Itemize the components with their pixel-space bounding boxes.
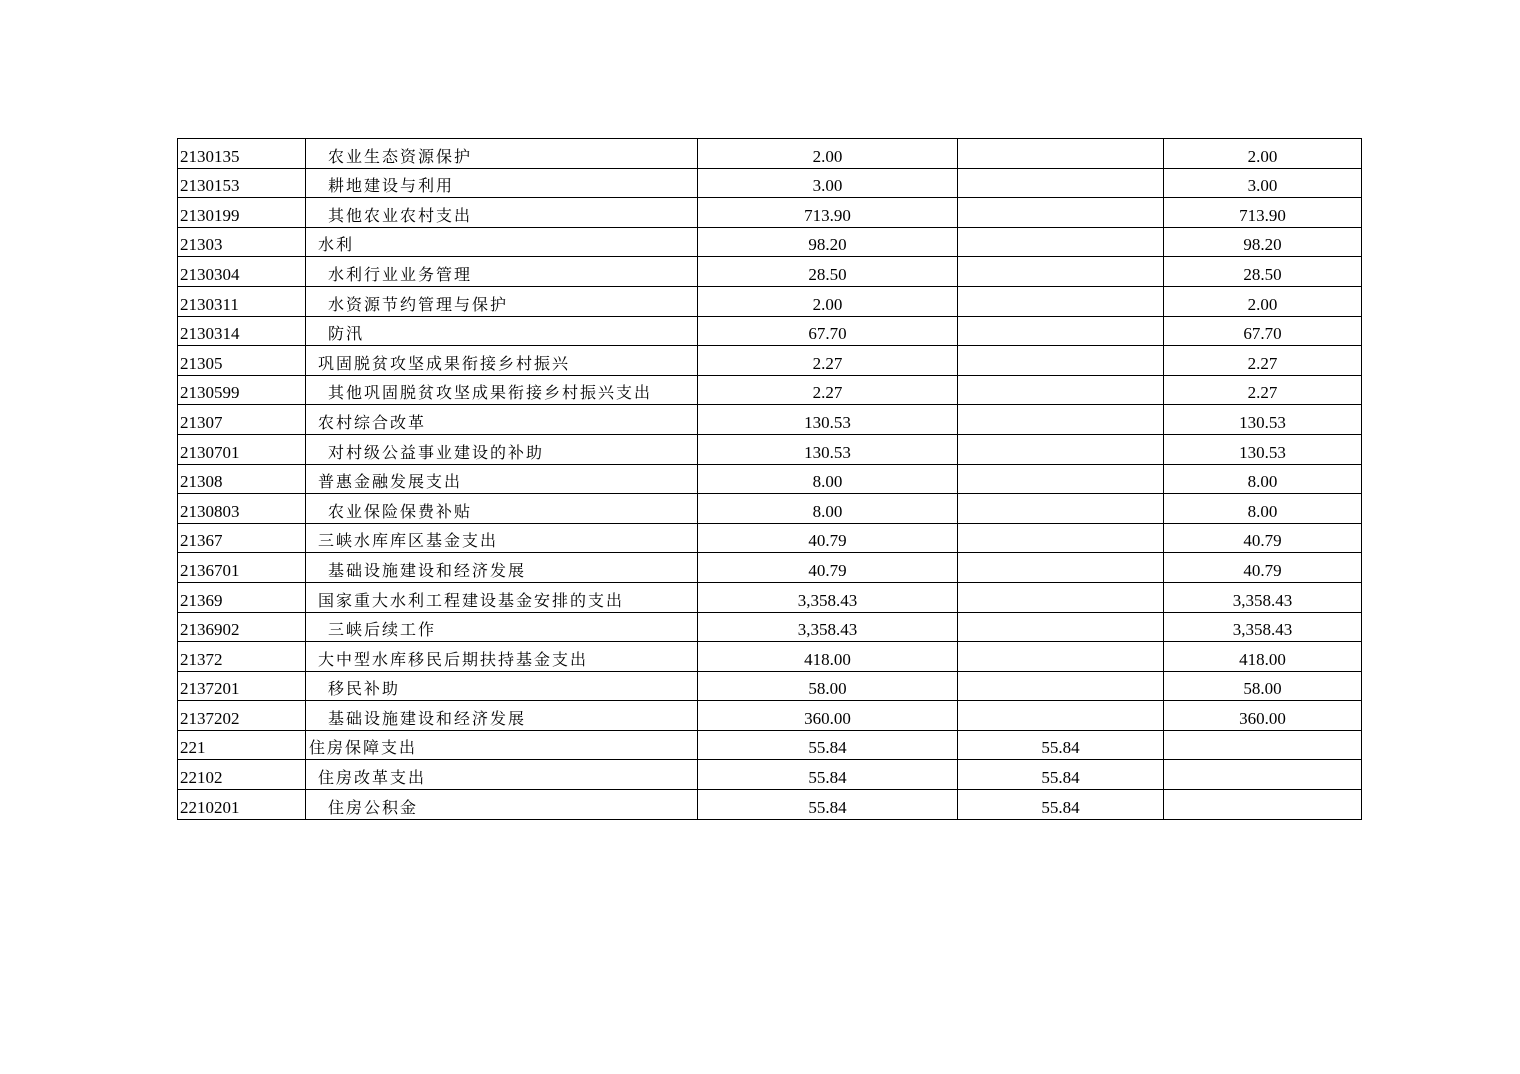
project-expenditure-cell-text: 418.00 (1239, 649, 1286, 669)
account-code-cell-text: 2130803 (180, 501, 240, 521)
account-name-cell-text: 农村综合改革 (318, 412, 427, 432)
account-code-cell (178, 671, 306, 701)
account-code-cell-text: 2130304 (180, 264, 240, 284)
account-name-cell (306, 494, 698, 524)
project-expenditure-cell (1164, 553, 1362, 583)
project-expenditure-cell (1164, 139, 1362, 169)
basic-expenditure-cell (958, 612, 1164, 642)
project-expenditure-cell-text: 98.20 (1243, 235, 1282, 255)
project-expenditure-cell-text: 2.00 (1247, 146, 1278, 166)
table-row (178, 405, 1362, 435)
total-amount-cell (698, 198, 958, 228)
table-row (178, 139, 1362, 169)
account-name-cell-text: 巩固脱贫攻坚成果衔接乡村振兴 (318, 353, 571, 373)
account-name-cell (306, 730, 698, 760)
basic-expenditure-cell (958, 701, 1164, 731)
account-name-cell-text: 大中型水库移民后期扶持基金支出 (318, 649, 589, 669)
account-code-cell-text: 21305 (180, 353, 223, 373)
total-amount-cell-text: 418.00 (804, 649, 851, 669)
project-expenditure-cell-text: 8.00 (1247, 501, 1278, 521)
project-expenditure-cell-text: 28.50 (1243, 264, 1282, 284)
total-amount-cell (698, 553, 958, 583)
account-code-cell (178, 286, 306, 316)
total-amount-cell (698, 139, 958, 169)
account-code-cell-text: 2130314 (180, 324, 240, 344)
total-amount-cell-text: 3,358.43 (797, 590, 858, 610)
account-code-cell (178, 760, 306, 790)
account-code-cell-text: 2136902 (180, 620, 240, 640)
account-code-cell-text: 221 (180, 738, 206, 758)
account-name-cell (306, 139, 698, 169)
project-expenditure-cell-text: 2.27 (1247, 383, 1278, 403)
account-name-cell-text: 农业生态资源保护 (328, 146, 473, 166)
basic-expenditure-cell (958, 730, 1164, 760)
total-amount-cell (698, 582, 958, 612)
total-amount-cell-text: 40.79 (808, 531, 847, 551)
account-code-cell (178, 612, 306, 642)
account-name-cell (306, 523, 698, 553)
project-expenditure-cell-text: 130.53 (1239, 442, 1286, 462)
total-amount-cell-text: 67.70 (808, 324, 847, 344)
project-expenditure-cell-text: 2.27 (1247, 353, 1278, 373)
total-amount-cell-text: 28.50 (808, 264, 847, 284)
total-amount-cell (698, 168, 958, 198)
basic-expenditure-cell-text: 55.84 (1041, 738, 1080, 758)
project-expenditure-cell (1164, 434, 1362, 464)
account-code-cell (178, 346, 306, 376)
total-amount-cell-text: 130.53 (804, 412, 851, 432)
basic-expenditure-cell (958, 523, 1164, 553)
project-expenditure-cell (1164, 346, 1362, 376)
total-amount-cell-text: 360.00 (804, 708, 851, 728)
project-expenditure-cell (1164, 168, 1362, 198)
account-name-cell (306, 642, 698, 672)
project-expenditure-cell (1164, 790, 1362, 820)
account-name-cell-text: 对村级公益事业建设的补助 (328, 442, 545, 462)
basic-expenditure-cell-text: 55.84 (1041, 797, 1080, 817)
project-expenditure-cell (1164, 701, 1362, 731)
table-row (178, 227, 1362, 257)
table-row (178, 671, 1362, 701)
account-name-cell (306, 227, 698, 257)
project-expenditure-cell-text: 40.79 (1243, 560, 1282, 580)
basic-expenditure-cell (958, 790, 1164, 820)
account-code-cell-text: 2130153 (180, 176, 240, 196)
total-amount-cell (698, 316, 958, 346)
account-code-cell (178, 168, 306, 198)
table-row (178, 375, 1362, 405)
total-amount-cell (698, 701, 958, 731)
total-amount-cell-text: 58.00 (808, 679, 847, 699)
total-amount-cell-text: 8.00 (812, 472, 843, 492)
project-expenditure-cell-text: 3,358.43 (1232, 590, 1293, 610)
project-expenditure-cell-text: 713.90 (1239, 205, 1286, 225)
total-amount-cell-text: 2.27 (812, 383, 843, 403)
account-name-cell (306, 168, 698, 198)
table-row (178, 612, 1362, 642)
account-code-cell (178, 523, 306, 553)
account-name-cell (306, 553, 698, 583)
table-row (178, 286, 1362, 316)
account-name-cell (306, 346, 698, 376)
account-name-cell-text: 基础设施建设和经济发展 (328, 708, 527, 728)
project-expenditure-cell (1164, 227, 1362, 257)
table-row (178, 257, 1362, 287)
account-name-cell (306, 760, 698, 790)
table-row (178, 346, 1362, 376)
basic-expenditure-cell (958, 286, 1164, 316)
account-name-cell (306, 286, 698, 316)
project-expenditure-cell-text: 360.00 (1239, 708, 1286, 728)
basic-expenditure-cell (958, 375, 1164, 405)
account-code-cell (178, 494, 306, 524)
account-code-cell (178, 257, 306, 287)
basic-expenditure-cell (958, 139, 1164, 169)
account-code-cell (178, 139, 306, 169)
total-amount-cell (698, 375, 958, 405)
account-code-cell (178, 198, 306, 228)
project-expenditure-cell-text: 67.70 (1243, 324, 1282, 344)
table-row (178, 701, 1362, 731)
account-name-cell-text: 水利行业业务管理 (328, 264, 473, 284)
table-row (178, 582, 1362, 612)
account-code-cell-text: 2137201 (180, 679, 240, 699)
account-code-cell-text: 21307 (180, 412, 223, 432)
total-amount-cell-text: 2.27 (812, 353, 843, 373)
account-code-cell-text: 21372 (180, 649, 223, 669)
account-name-cell (306, 316, 698, 346)
total-amount-cell (698, 227, 958, 257)
table-body (178, 139, 1362, 820)
project-expenditure-cell (1164, 730, 1362, 760)
project-expenditure-cell-text: 130.53 (1239, 412, 1286, 432)
project-expenditure-cell-text: 8.00 (1247, 472, 1278, 492)
total-amount-cell-text: 2.00 (812, 294, 843, 314)
account-name-cell-text: 三峡水库库区基金支出 (318, 531, 499, 551)
account-name-cell (306, 582, 698, 612)
project-expenditure-cell (1164, 523, 1362, 553)
basic-expenditure-cell (958, 582, 1164, 612)
basic-expenditure-cell (958, 760, 1164, 790)
basic-expenditure-cell-text: 55.84 (1041, 768, 1080, 788)
project-expenditure-cell (1164, 257, 1362, 287)
total-amount-cell (698, 405, 958, 435)
table-row (178, 642, 1362, 672)
table-row (178, 168, 1362, 198)
project-expenditure-cell (1164, 671, 1362, 701)
account-name-cell-text: 其他巩固脱贫攻坚成果衔接乡村振兴支出 (328, 383, 653, 403)
account-code-cell (178, 434, 306, 464)
basic-expenditure-cell (958, 346, 1164, 376)
total-amount-cell (698, 257, 958, 287)
account-name-cell-text: 移民补助 (328, 679, 401, 699)
table-row (178, 523, 1362, 553)
project-expenditure-cell (1164, 198, 1362, 228)
account-code-cell-text: 21303 (180, 235, 223, 255)
account-name-cell-text: 基础设施建设和经济发展 (328, 560, 527, 580)
total-amount-cell (698, 523, 958, 553)
account-name-cell-text: 国家重大水利工程建设基金安排的支出 (318, 590, 625, 610)
account-code-cell-text: 21308 (180, 472, 223, 492)
account-name-cell-text: 农业保险保费补贴 (328, 501, 473, 521)
table-row (178, 198, 1362, 228)
basic-expenditure-cell (958, 494, 1164, 524)
account-code-cell-text: 2210201 (180, 797, 240, 817)
project-expenditure-cell (1164, 582, 1362, 612)
total-amount-cell (698, 730, 958, 760)
project-expenditure-cell (1164, 494, 1362, 524)
account-code-cell-text: 21367 (180, 531, 223, 551)
account-code-cell (178, 701, 306, 731)
account-name-cell (306, 375, 698, 405)
account-name-cell-text: 其他农业农村支出 (328, 205, 473, 225)
account-name-cell-text: 住房改革支出 (318, 768, 427, 788)
table-row (178, 494, 1362, 524)
account-code-cell-text: 2130199 (180, 205, 240, 225)
total-amount-cell-text: 713.90 (804, 205, 851, 225)
table-row (178, 730, 1362, 760)
account-code-cell (178, 316, 306, 346)
project-expenditure-cell-text: 3.00 (1247, 176, 1278, 196)
basic-expenditure-cell (958, 553, 1164, 583)
total-amount-cell-text: 3,358.43 (797, 620, 858, 640)
project-expenditure-cell (1164, 612, 1362, 642)
project-expenditure-cell (1164, 405, 1362, 435)
total-amount-cell (698, 346, 958, 376)
account-name-cell-text: 普惠金融发展支出 (318, 472, 463, 492)
account-name-cell (306, 790, 698, 820)
basic-expenditure-cell (958, 464, 1164, 494)
basic-expenditure-cell (958, 316, 1164, 346)
basic-expenditure-cell (958, 642, 1164, 672)
account-name-cell-text: 防汛 (328, 324, 365, 344)
basic-expenditure-cell (958, 405, 1164, 435)
account-code-cell-text: 2137202 (180, 708, 240, 728)
total-amount-cell-text: 3.00 (812, 176, 843, 196)
account-name-cell-text: 水资源节约管理与保护 (328, 294, 509, 314)
account-name-cell (306, 671, 698, 701)
project-expenditure-cell (1164, 286, 1362, 316)
account-name-cell-text: 水利 (318, 235, 355, 255)
table-row (178, 760, 1362, 790)
account-code-cell (178, 405, 306, 435)
account-name-cell (306, 405, 698, 435)
total-amount-cell-text: 130.53 (804, 442, 851, 462)
basic-expenditure-cell (958, 227, 1164, 257)
account-code-cell (178, 227, 306, 257)
total-amount-cell (698, 612, 958, 642)
project-expenditure-cell (1164, 642, 1362, 672)
account-name-cell (306, 464, 698, 494)
basic-expenditure-cell (958, 434, 1164, 464)
project-expenditure-cell (1164, 464, 1362, 494)
account-code-cell-text: 2130135 (180, 146, 240, 166)
account-code-cell (178, 642, 306, 672)
total-amount-cell (698, 286, 958, 316)
total-amount-cell-text: 55.84 (808, 797, 847, 817)
account-code-cell-text: 2130599 (180, 383, 240, 403)
account-code-cell (178, 582, 306, 612)
project-expenditure-cell (1164, 760, 1362, 790)
total-amount-cell-text: 55.84 (808, 768, 847, 788)
project-expenditure-cell-text: 40.79 (1243, 531, 1282, 551)
total-amount-cell-text: 98.20 (808, 235, 847, 255)
account-name-cell (306, 612, 698, 642)
account-name-cell-text: 住房保障支出 (309, 738, 418, 758)
account-name-cell (306, 198, 698, 228)
table-row (178, 790, 1362, 820)
total-amount-cell (698, 760, 958, 790)
account-code-cell-text: 2136701 (180, 560, 240, 580)
account-code-cell (178, 730, 306, 760)
basic-expenditure-cell (958, 168, 1164, 198)
total-amount-cell (698, 494, 958, 524)
basic-expenditure-cell (958, 671, 1164, 701)
project-expenditure-cell-text: 3,358.43 (1232, 620, 1293, 640)
total-amount-cell-text: 2.00 (812, 146, 843, 166)
table-row (178, 316, 1362, 346)
total-amount-cell (698, 464, 958, 494)
total-amount-cell (698, 642, 958, 672)
table-row (178, 434, 1362, 464)
total-amount-cell-text: 55.84 (808, 738, 847, 758)
table-row (178, 553, 1362, 583)
total-amount-cell-text: 8.00 (812, 501, 843, 521)
account-code-cell-text: 22102 (180, 768, 223, 788)
account-name-cell (306, 701, 698, 731)
total-amount-cell (698, 671, 958, 701)
account-code-cell (178, 464, 306, 494)
project-expenditure-cell (1164, 316, 1362, 346)
total-amount-cell (698, 434, 958, 464)
total-amount-cell (698, 790, 958, 820)
account-code-cell-text: 2130311 (180, 294, 239, 314)
project-expenditure-cell-text: 2.00 (1247, 294, 1278, 314)
project-expenditure-cell-text: 58.00 (1243, 679, 1282, 699)
table-row (178, 464, 1362, 494)
account-name-cell-text: 三峡后续工作 (328, 620, 437, 640)
account-name-cell-text: 住房公积金 (328, 797, 419, 817)
project-expenditure-cell (1164, 375, 1362, 405)
basic-expenditure-cell (958, 257, 1164, 287)
budget-table (177, 138, 1362, 820)
account-code-cell-text: 21369 (180, 590, 223, 610)
account-name-cell-text: 耕地建设与利用 (328, 176, 455, 196)
account-code-cell-text: 2130701 (180, 442, 240, 462)
account-name-cell (306, 434, 698, 464)
basic-expenditure-cell (958, 198, 1164, 228)
account-code-cell (178, 375, 306, 405)
account-name-cell (306, 257, 698, 287)
account-code-cell (178, 790, 306, 820)
account-code-cell (178, 553, 306, 583)
total-amount-cell-text: 40.79 (808, 560, 847, 580)
